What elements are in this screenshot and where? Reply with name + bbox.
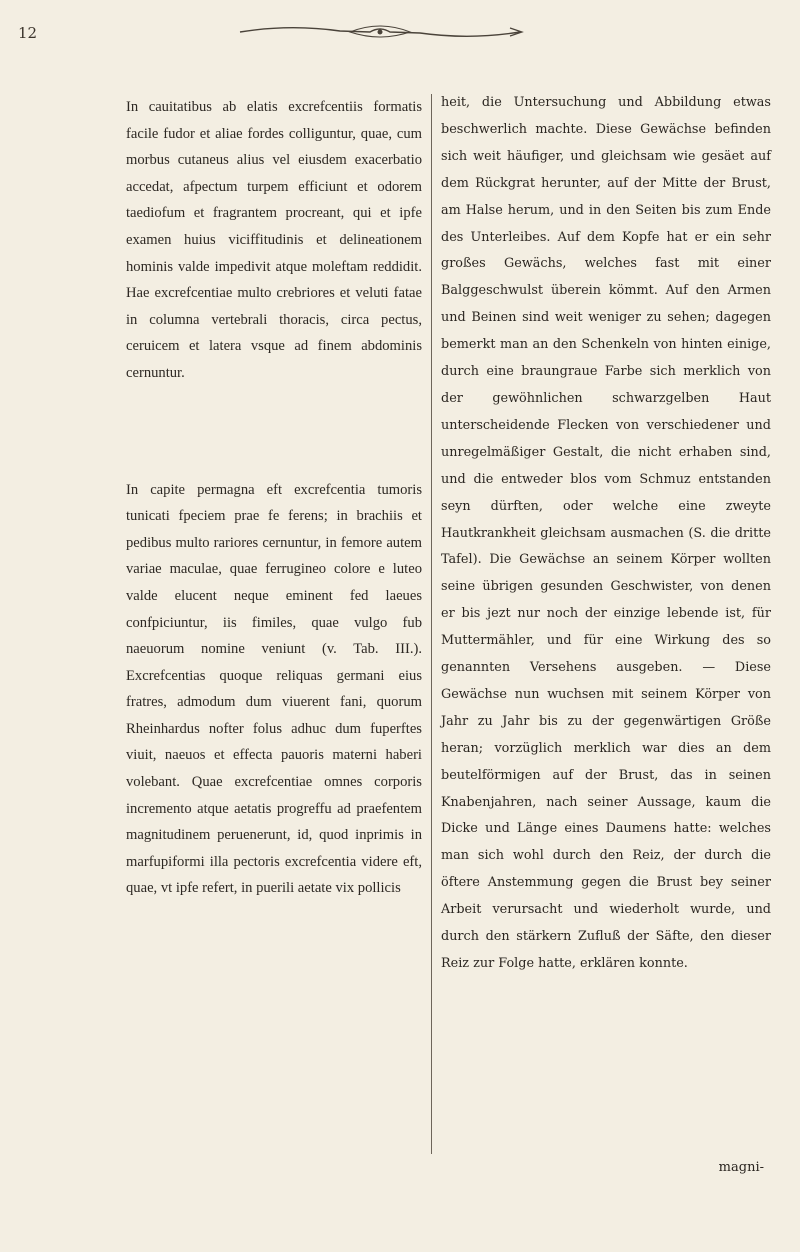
german-paragraph: heit, die Untersuchung und Abbildung etwas beschwerlich machte. Diese Gewächse befinden sich weit häufiger, und gleichsam wie gesäet auf dem Rückgrat herunter, auf der Mitte der Brust, am Halse herum, und in den Seiten bis zum Ende des Unterleibes. Auf dem Kopfe hat er ein sehr großes Gewächs, welches fast mit einer Balggeschwulst überein kömmt. Auf den Armen und Beinen sind weit weniger zu sehen; dagegen bemerkt man an den Schenkeln von hinten einige, durch eine braungraue Farbe sich merklich von der gewöhnlichen schwarzgelben Haut unterscheidende Flecken von verschiedener und unregelmäßiger Gestalt, die nicht erhaben sind, und die entweder blos vom Schmuz entstanden seyn dürften, oder welche eine zweyte Hautkrankheit gleichsam ausmachen (S. die dritte Tafel). Die Gewächse an seinem Körper wollten seine übrigen gesunden Geschwister, von denen er bis jezt nur noch der einzige lebende ist, für Muttermähler, und für eine Wirkung des so genannten Versehens ausgeben. — Diese Gewächse nun wuchsen mit seinem Körper von Jahr zu Jahr bis zu der gegenwärtigen Größe heran; vorzüglich merklich war dies an dem beutelförmigen auf der Brust, das in seinen Knabenjahren, nach seiner Aussage, kaum die Dicke und Länge eines Daumens hatte: welches man sich wohl durch den Reiz, der durch die öftere Anstemmung gegen die Brust bey seiner Arbeit verursacht und wiederholt wurde, und durch den stärkern Zufluß der Säfte, den dieser Reiz zur Folge hatte, erklären konnte.	[441, 95, 771, 971]
header-ornament	[230, 22, 530, 42]
latin-paragraph-2: In capite permagna eft excrefcentia tumoris tunicati fpeciem prae fe ferens; in brachiis et pedibus multo rariores cernuntur, in femore autem variae maculae, quae ferrugineo colore e luteo valde elucent neque eminent fed laeues confpiciuntur, iis fimiles, quae vulgo fub naeuorum nomine veniunt (v. Tab. III.). Excrefcentias quoque reliquas germani eius fratres, admodum dum viuerent fani, quorum Rheinhardus nofter folus adhuc dum fuperftes viuit, naeuos et effecta pauoris materni haberi volebant. Quae excrefcentiae omnes corporis incremento atque aetatis progreffu ad praefentem magnitudinem peruenerunt, id, quod inprimis in marfupiformi illa pectoris excrefcentia videre eft, quae, vt ipfe refert, in puerili aetate vix pollicis	[126, 481, 422, 897]
german-column	[441, 90, 771, 978]
page-number: 12	[18, 24, 38, 42]
column-divider	[431, 94, 432, 1154]
latin-column	[126, 94, 422, 902]
catchword: magni-	[718, 1160, 764, 1175]
latin-paragraph-1: In cauitatibus ab elatis excrefcentiis formatis facile fudor et aliae fordes colliguntur, quae, cum morbus cutaneus alius vel eiusdem exacerbatio accedat, afpectum turpem efficiunt et odorem taediofum et fragrantem procreant, qui et ipfe examen huius viciffitudinis et delineationem hominis valde impedivit atque moleftam reddidit. Hae excrefcentiae multo crebriores et veluti fatae in columna vertebrali thoracis, circa pectus, ceruicem et latera vsque ad finem abdominis cernuntur.	[126, 99, 422, 381]
